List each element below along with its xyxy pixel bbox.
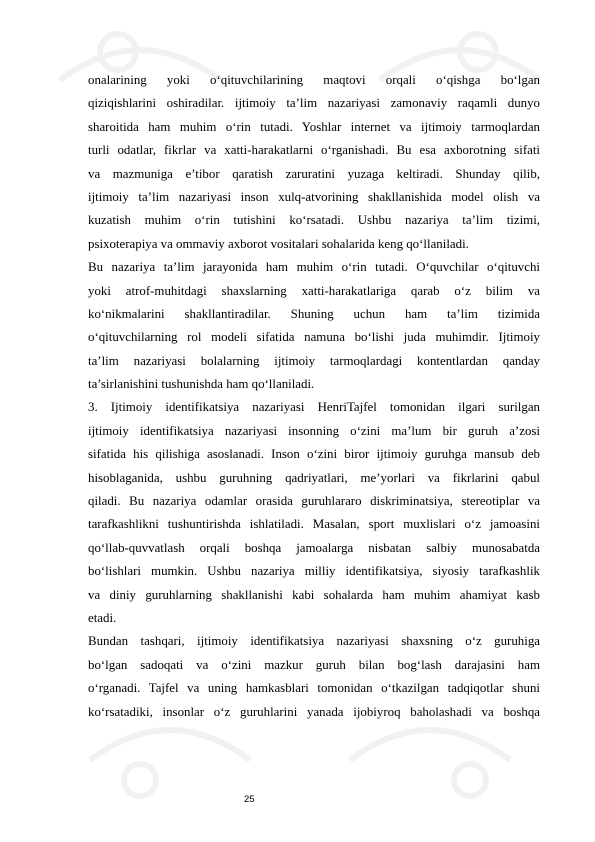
text-line: qo‘llab-quvvatlash orqali boshqa jamoalarga nisbatan salbiy munosabatda	[88, 540, 540, 555]
text-line: onalarining yoki o‘qituvchilarining maqtovi orqali o‘qishga bo‘lgan	[88, 73, 540, 87]
text-line: 3. Ijtimoiy identifikatsiya nazariyasi HenriTajfel tomonidan ilgari surilgan	[88, 400, 540, 415]
text-line: va diniy guruhlarning shakllanishi kabi sohalarda ham muhim ahamiyat kasb	[88, 587, 540, 602]
text-line: ko‘nikmalarini shakllantiradilar. Shuning uchun ham ta’lim tizimida	[88, 306, 540, 321]
text-line: qiladi. Bu nazariya odamlar orasida guruhlararo diskriminatsiya, stereotiplar va	[88, 494, 540, 509]
text-line: sifatida his qilishiga asoslanadi. Inson o‘zini biror ijtimoiy guruhga mansub deb	[88, 447, 540, 462]
text-line: ijtimoiy ta’lim nazariyasi inson xulq-atvorining shakllanishida model olish va	[88, 189, 540, 204]
text-line: kuzatish muhim o‘rin tutishini ko‘rsatadi. Ushbu nazariya ta’lim tizimi,	[88, 213, 540, 228]
text-line: ta’sirlanishini tushunishda ham qo‘llaniladi.	[88, 377, 315, 392]
text-line: o‘qituvchilarning rol modeli sifatida namuna bo‘lishi juda muhimdir. Ijtimoiy	[88, 330, 540, 345]
text-line: hisoblaganida, ushbu guruhning qadriyatlari, me’yorlari va fikrlarini qabul	[88, 470, 540, 485]
text-line: ijtimoiy identifikatsiya nazariyasi insonning o‘zini ma’lum bir guruh a’zosi	[88, 423, 540, 438]
text-line: bo‘lishlari mumkin. Ushbu nazariya milliy identifikatsiya, siyosiy tarafkashlik	[88, 564, 540, 579]
text-line: Bu nazariya ta’lim jarayonida ham muhim o‘rin tutadi. O‘quvchilar o‘qituvchi	[88, 260, 540, 275]
text-line: va mazmuniga e’tibor qaratish zaruratini yuzaga keltiradi. Shunday qilib,	[88, 166, 540, 181]
text-line: sharoitida ham muhim o‘rin tutadi. Yoshlar internet va ijtimoiy tarmoqlardan	[88, 119, 540, 134]
text-line: tarafkashlikni tushuntirishda ishlatiladi. Masalan, sport muxlislari o‘z jamoasini	[88, 517, 540, 532]
text-line: ko‘rsatadiki, insonlar o‘z guruhlarini yanada ijobiyroq baholashadi va boshqa	[88, 704, 540, 719]
text-line: yoki atrof-muhitdagi shaxslarning xatti-harakatlariga qarab o‘z bilim va	[88, 283, 540, 298]
text-line: bo‘lgan sadoqati va o‘zini mazkur guruh bilan bog‘lash darajasini ham	[88, 657, 540, 672]
text-line: Bundan tashqari, ijtimoiy identifikatsiya nazariyasi shaxsning o‘z guruhiga	[88, 634, 540, 649]
text-line: qiziqishlarini oshiradilar. ijtimoiy ta’lim nazariyasi zamonaviy raqamli dunyo	[88, 96, 540, 111]
text-line: turli odatlar, fikrlar va xatti-harakatlarni o‘rganishadi. Bu esa axborotning sifati	[88, 143, 540, 158]
text-line: etadi.	[88, 610, 117, 625]
page-number: 25	[244, 794, 255, 805]
document-body	[88, 69, 540, 724]
text-line: ta’lim nazariyasi bolalarning ijtimoiy tarmoqlardagi kontentlardan qanday	[88, 353, 540, 368]
text-line: psixoterapiya va ommaviy axborot vositalari sohalarida keng qo‘llaniladi.	[88, 236, 469, 251]
text-line: o‘rganadi. Tajfel va uning hamkasblari tomonidan o‘tkazilgan tadqiqotlar shuni	[88, 681, 540, 696]
